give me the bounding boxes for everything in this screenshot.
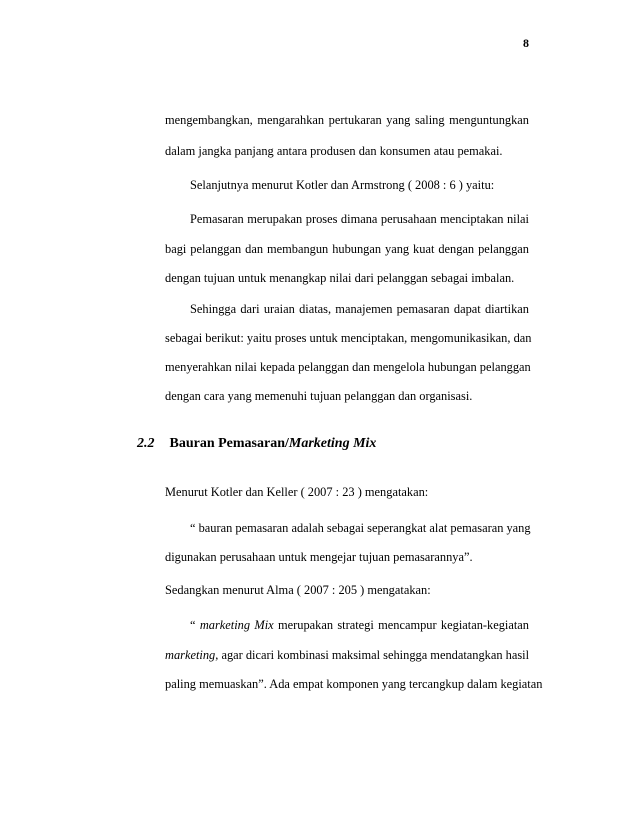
para1-line2: dalam jangka panjang antara produsen dan konsumen atau pemakai. xyxy=(165,144,503,158)
para8-line2 xyxy=(165,647,529,663)
para4-line3: menyerahkan nilai kepada pelanggan dan mengelola hubungan pelanggan xyxy=(165,360,531,374)
para4-line1: Sehingga dari uraian diatas, manajemen pemasaran dapat diartikan xyxy=(190,302,529,316)
para8-line1 xyxy=(190,617,529,633)
section-title-plain: Bauran Pemasaran/ xyxy=(169,436,289,451)
para4-line2: sebagai berikut: yaitu proses untuk menciptakan, mengomunikasikan, dan xyxy=(165,331,532,345)
open-quote: “ xyxy=(190,618,196,632)
para3-line1: Pemasaran merupakan proses dimana perusahaan menciptakan nilai xyxy=(190,212,529,226)
section-title-italic: Marketing Mix xyxy=(288,436,377,451)
para1-line1: mengembangkan, mengarahkan pertukaran yang saling menguntungkan xyxy=(165,113,529,127)
para6-line1: “ bauran pemasaran adalah sebagai seperangkat alat pemasaran yang xyxy=(190,521,531,535)
section-number: 2.2 xyxy=(137,436,155,451)
para3-line2: bagi pelanggan dan membangun hubungan yang kuat dengan pelanggan xyxy=(165,242,529,256)
para2-line1: Selanjutnya menurut Kotler dan Armstrong ( 2008 : 6 ) yaitu: xyxy=(190,178,495,192)
para6-line2: digunakan perusahaan untuk mengejar tujuan pemasarannya”. xyxy=(165,550,473,564)
para8-line3: paling memuaskan”. Ada empat komponen yang tercangkup dalam kegiatan xyxy=(165,677,543,691)
para7-line1: Sedangkan menurut Alma ( 2007 : 205 ) mengatakan: xyxy=(165,583,431,597)
para4-line4: dengan cara yang memenuhi tujuan pelanggan dan organisasi. xyxy=(165,389,473,403)
marketing-term: marketing xyxy=(165,648,216,662)
para3-line3: dengan tujuan untuk menangkap nilai dari pelanggan sebagai imbalan. xyxy=(165,271,515,285)
para8-line1-rest: merupakan strategi mencampur kegiatan-kegiatan xyxy=(277,618,529,632)
para5-line1: Menurut Kotler dan Keller ( 2007 : 23 ) mengatakan: xyxy=(165,485,429,499)
marketing-mix-term: marketing Mix xyxy=(199,618,274,632)
page-number: 8 xyxy=(523,36,529,50)
para8-line2-rest: , agar dicari kombinasi maksimal sehingga mendatangkan hasil xyxy=(215,648,530,662)
section-heading xyxy=(137,436,376,452)
